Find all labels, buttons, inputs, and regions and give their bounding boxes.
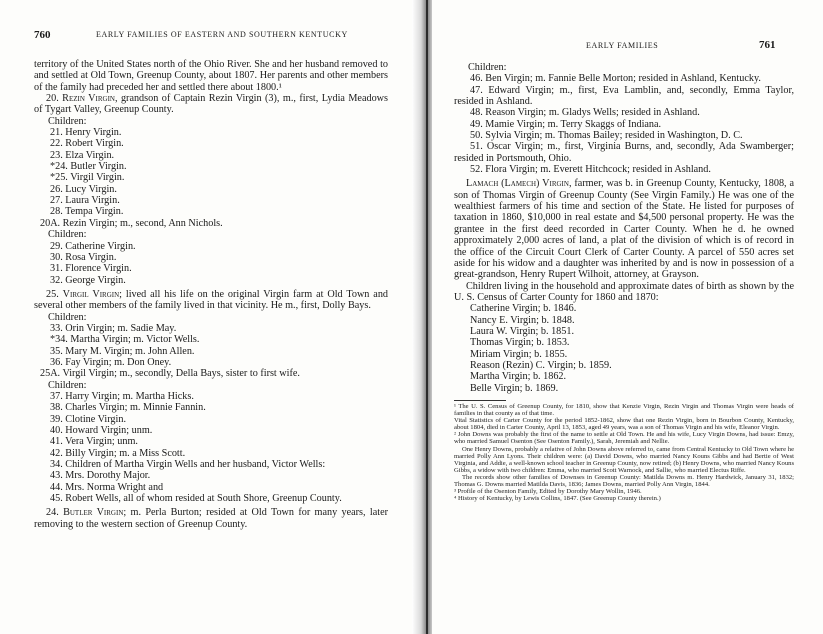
- intro-paragraph: territory of the United States north of the Ohio River. She and her husband removed to and settled at Old Town, Greenup County, about 1807. Her parents and other members of the family had preceded her and settled there about 1800.¹: [34, 59, 388, 93]
- census-intro: Children living in the household and approximate dates of birth as shown by the U. S. Census of Carter County for 1860 and 1870:: [454, 280, 794, 303]
- book-spine-line: [426, 0, 428, 634]
- virgil-entry: [34, 289, 388, 312]
- right-page-number: 761: [759, 39, 776, 51]
- list-item: 27. Laura Virgin.: [50, 195, 120, 207]
- rezin-prefix: 20.: [46, 93, 63, 105]
- list-item: Miriam Virgin; b. 1855.: [470, 348, 568, 360]
- list-item: 38. Charles Virgin; m. Minnie Fannin.: [50, 402, 206, 414]
- list-item: Reason (Rezin) C. Virgin; b. 1859.: [470, 359, 612, 371]
- list-item: 26. Lucy Virgin.: [50, 183, 117, 195]
- list-item: *34. Martha Virgin; m. Victor Wells.: [50, 334, 200, 346]
- list-item: 23. Elza Virgin.: [50, 149, 115, 161]
- list-item: *25. Virgil Virgin.: [50, 172, 125, 184]
- children-label: Children:: [48, 115, 87, 127]
- list-item: 21. Henry Virgin.: [50, 127, 122, 139]
- list-item: 42. Billy Virgin; m. a Miss Scott.: [50, 447, 186, 459]
- butler-prefix: 24.: [46, 507, 64, 519]
- rezin-entry: [34, 93, 388, 116]
- footnote: ⁴ History of Kentucky, by Lewis Collins, 1847. (See Greenup County therein.): [454, 495, 661, 503]
- list-item: 49. Mamie Virgin; m. Terry Skaggs of Indiana.: [470, 118, 662, 130]
- children-label: Children:: [48, 311, 87, 323]
- list-item: 40. Howard Virgin; unm.: [50, 425, 153, 436]
- list-item: 43. Mrs. Dorothy Major.: [50, 470, 151, 482]
- virgil-prefix: 25.: [46, 288, 63, 300]
- list-item: Nancy E. Virgin; b. 1848.: [470, 314, 575, 326]
- footnote-rule: [454, 400, 506, 401]
- list-item: Laura W. Virgin; b. 1851.: [470, 325, 574, 337]
- butler-name: Butler Virgin: [63, 507, 124, 519]
- list-item: 31. Florence Virgin.: [50, 263, 132, 275]
- list-item: 47. Edward Virgin; m., first, Eva Lamblin, and, secondly, Emma Taylor, resided in Ashland.: [454, 84, 794, 108]
- list-item: 48. Reason Virgin; m. Gladys Wells; resided in Ashland.: [470, 107, 700, 119]
- list-item: Martha Virgin; b. 1862.: [470, 371, 567, 383]
- lamach-text: , farmer, was b. in Greenup County, Kentucky, 1808, a son of Thomas Virgin of Greenup County (See Virgin Family.) He was one of the wealthiest farmers of his time and section of the State. He listed for purposes of taxation in 1860, $10,000 in real estate and $4,500 personal property. He was the grantee in the first deed recorded in Carter County. When he d. he owned approximately 2,000 acres of land, a plat of the division of which is of record in the office of the Circuit Court Clerk of Carter County. A parcel of 550 acres set aside for his widow and a daughter was inherited by and is now in possession of a great-grandson, Henry Rupert Wilhoit, attorney, at Grayson.: [454, 178, 794, 281]
- butler-text: ; m. Perla Burton; resided at Old Town for many years, later removing to the western section of Greenup County.: [34, 507, 388, 530]
- list-item: 51. Oscar Virgin; m., first, Virginia Burns, and, secondly, Ada Swamberger; resided in Portsmouth, Ohio.: [454, 141, 794, 164]
- list-item: 36. Fay Virgin; m. Don Oney.: [50, 356, 172, 368]
- footnote: ¹ The U. S. Census of Greenup County, for 1810, show that Kenzie Virgin, Rezin Virgin and Thomas Virgin were heads of families in that county as of that time.: [454, 402, 794, 418]
- footnote: ² John Downs was probably the first of the name to settle at Old Town. He and his wife, Lucy Virgin Downs, had issue: Emzy, who married Samuel Osenton (See Osenton Family.), Sarah, Jeremiah and Nellie.: [454, 431, 794, 446]
- list-item: 22. Robert Virgin.: [50, 138, 124, 150]
- right-page-body: [454, 62, 794, 502]
- footnote: The records show other families of Downses in Greenup County: Matilda Downs m. Henry Hardwick, January 31, 1832; Thomas G. Downs married Matilda Davis, 1836; James Downs, married Polly Ann Virgin, 1844.: [454, 473, 794, 488]
- list-item: 37. Harry Virgin; m. Martha Hicks.: [50, 390, 194, 402]
- children-label: Children:: [468, 62, 507, 73]
- left-running-head: EARLY FAMILIES OF EASTERN AND SOUTHERN KENTUCKY: [96, 30, 348, 39]
- list-item: 41. Vera Virgin; unm.: [50, 436, 138, 448]
- rezin-text: , grandson of Captain Rezin Virgin (3), m., first, Lydia Meadows of Tygart Valley, Greenup County.: [34, 93, 388, 116]
- list-item: 28. Tempa Virgin.: [50, 206, 124, 218]
- list-item: 32. George Virgin.: [50, 274, 126, 286]
- children-label: Children:: [48, 229, 87, 241]
- list-item: Thomas Virgin; b. 1853.: [470, 337, 570, 349]
- list-item: 29. Catherine Virgin.: [50, 240, 136, 252]
- list-item: 35. Mary M. Virgin; m. John Allen.: [50, 345, 195, 357]
- footnote: Vital Statistics of Carter County for the period 1852-1862, show that one Rezin Virgin, born in Bourbon County, Kentucky, about 1804, died in Carter County, April 13, 1853, aged 49 years, was a son of Thomas Virgin and his wife, Eleanor Virgin.: [454, 417, 794, 432]
- left-page-number: 760: [34, 29, 51, 41]
- list-item: *24. Butler Virgin.: [50, 161, 127, 173]
- rezin-name: Rezin Virgin: [62, 93, 115, 105]
- list-item: 33. Orin Virgin; m. Sadie May.: [50, 322, 177, 334]
- virgil-second-marriage: 25A. Virgil Virgin; m., secondly, Della Bays, sister to first wife.: [40, 368, 300, 380]
- wells-last-entry: 45. Robert Wells, all of whom resided at South Shore, Greenup County.: [50, 493, 342, 505]
- list-item: 52. Flora Virgin; m. Everett Hitchcock; resided in Ashland.: [470, 164, 711, 176]
- lamach-name: Lamach (Lamech) Virgin: [466, 178, 569, 190]
- left-page-body: [34, 59, 388, 530]
- martha-children-entry: 34. Children of Martha Virgin Wells and her husband, Victor Wells:: [50, 459, 326, 471]
- footnote: One Henry Downs, probably a relative of John Downs above referred to, came from Central Kentucky to Old Town where he married Polly Ann Lyons. Their children were: (a) David Downs, who married Nancy Kouns Gibbs and had Bertie of West Virginia, and Addie, a well-known school teacher in Greenup County, now retired; (b) Henry Downs, who married Nancy Kouns Gibbs, a widow with two children: Emma, who married Scott Warnock, and Sallie, who married Electus Riffe.: [454, 445, 795, 474]
- list-item: 50. Sylvia Virgin; m. Thomas Bailey; resided in Washington, D. C.: [470, 130, 743, 142]
- virgil-name: Virgil Virgin: [62, 288, 120, 300]
- list-item: Catherine Virgin; b. 1846.: [470, 303, 577, 315]
- virgil-text: ; lived all his life on the original Virgin farm at Old Town and several other members of the family lived in that vicinity. He m., first, Dolly Bays.: [34, 288, 389, 312]
- right-page: [432, 0, 823, 634]
- list-item: 30. Rosa Virgin.: [50, 251, 117, 263]
- lamach-entry: [454, 178, 794, 280]
- list-item: Belle Virgin; b. 1869.: [470, 382, 559, 394]
- children-label: Children:: [48, 379, 87, 391]
- rezin-second-marriage: 20A. Rezin Virgin; m., second, Ann Nichols.: [40, 217, 223, 229]
- list-item: 46. Ben Virgin; m. Fannie Belle Morton; resided in Ashland, Kentucky.: [470, 73, 761, 85]
- butler-entry: [34, 507, 388, 530]
- right-running-head: EARLY FAMILIES: [586, 41, 659, 50]
- footnote: ³ Profile of the Osenton Family, Edited by Dorothy Mary Wollin, 1946.: [454, 488, 642, 496]
- list-item: 39. Clotine Virgin.: [50, 413, 126, 425]
- list-item: 44. Mrs. Norma Wright and: [50, 481, 164, 493]
